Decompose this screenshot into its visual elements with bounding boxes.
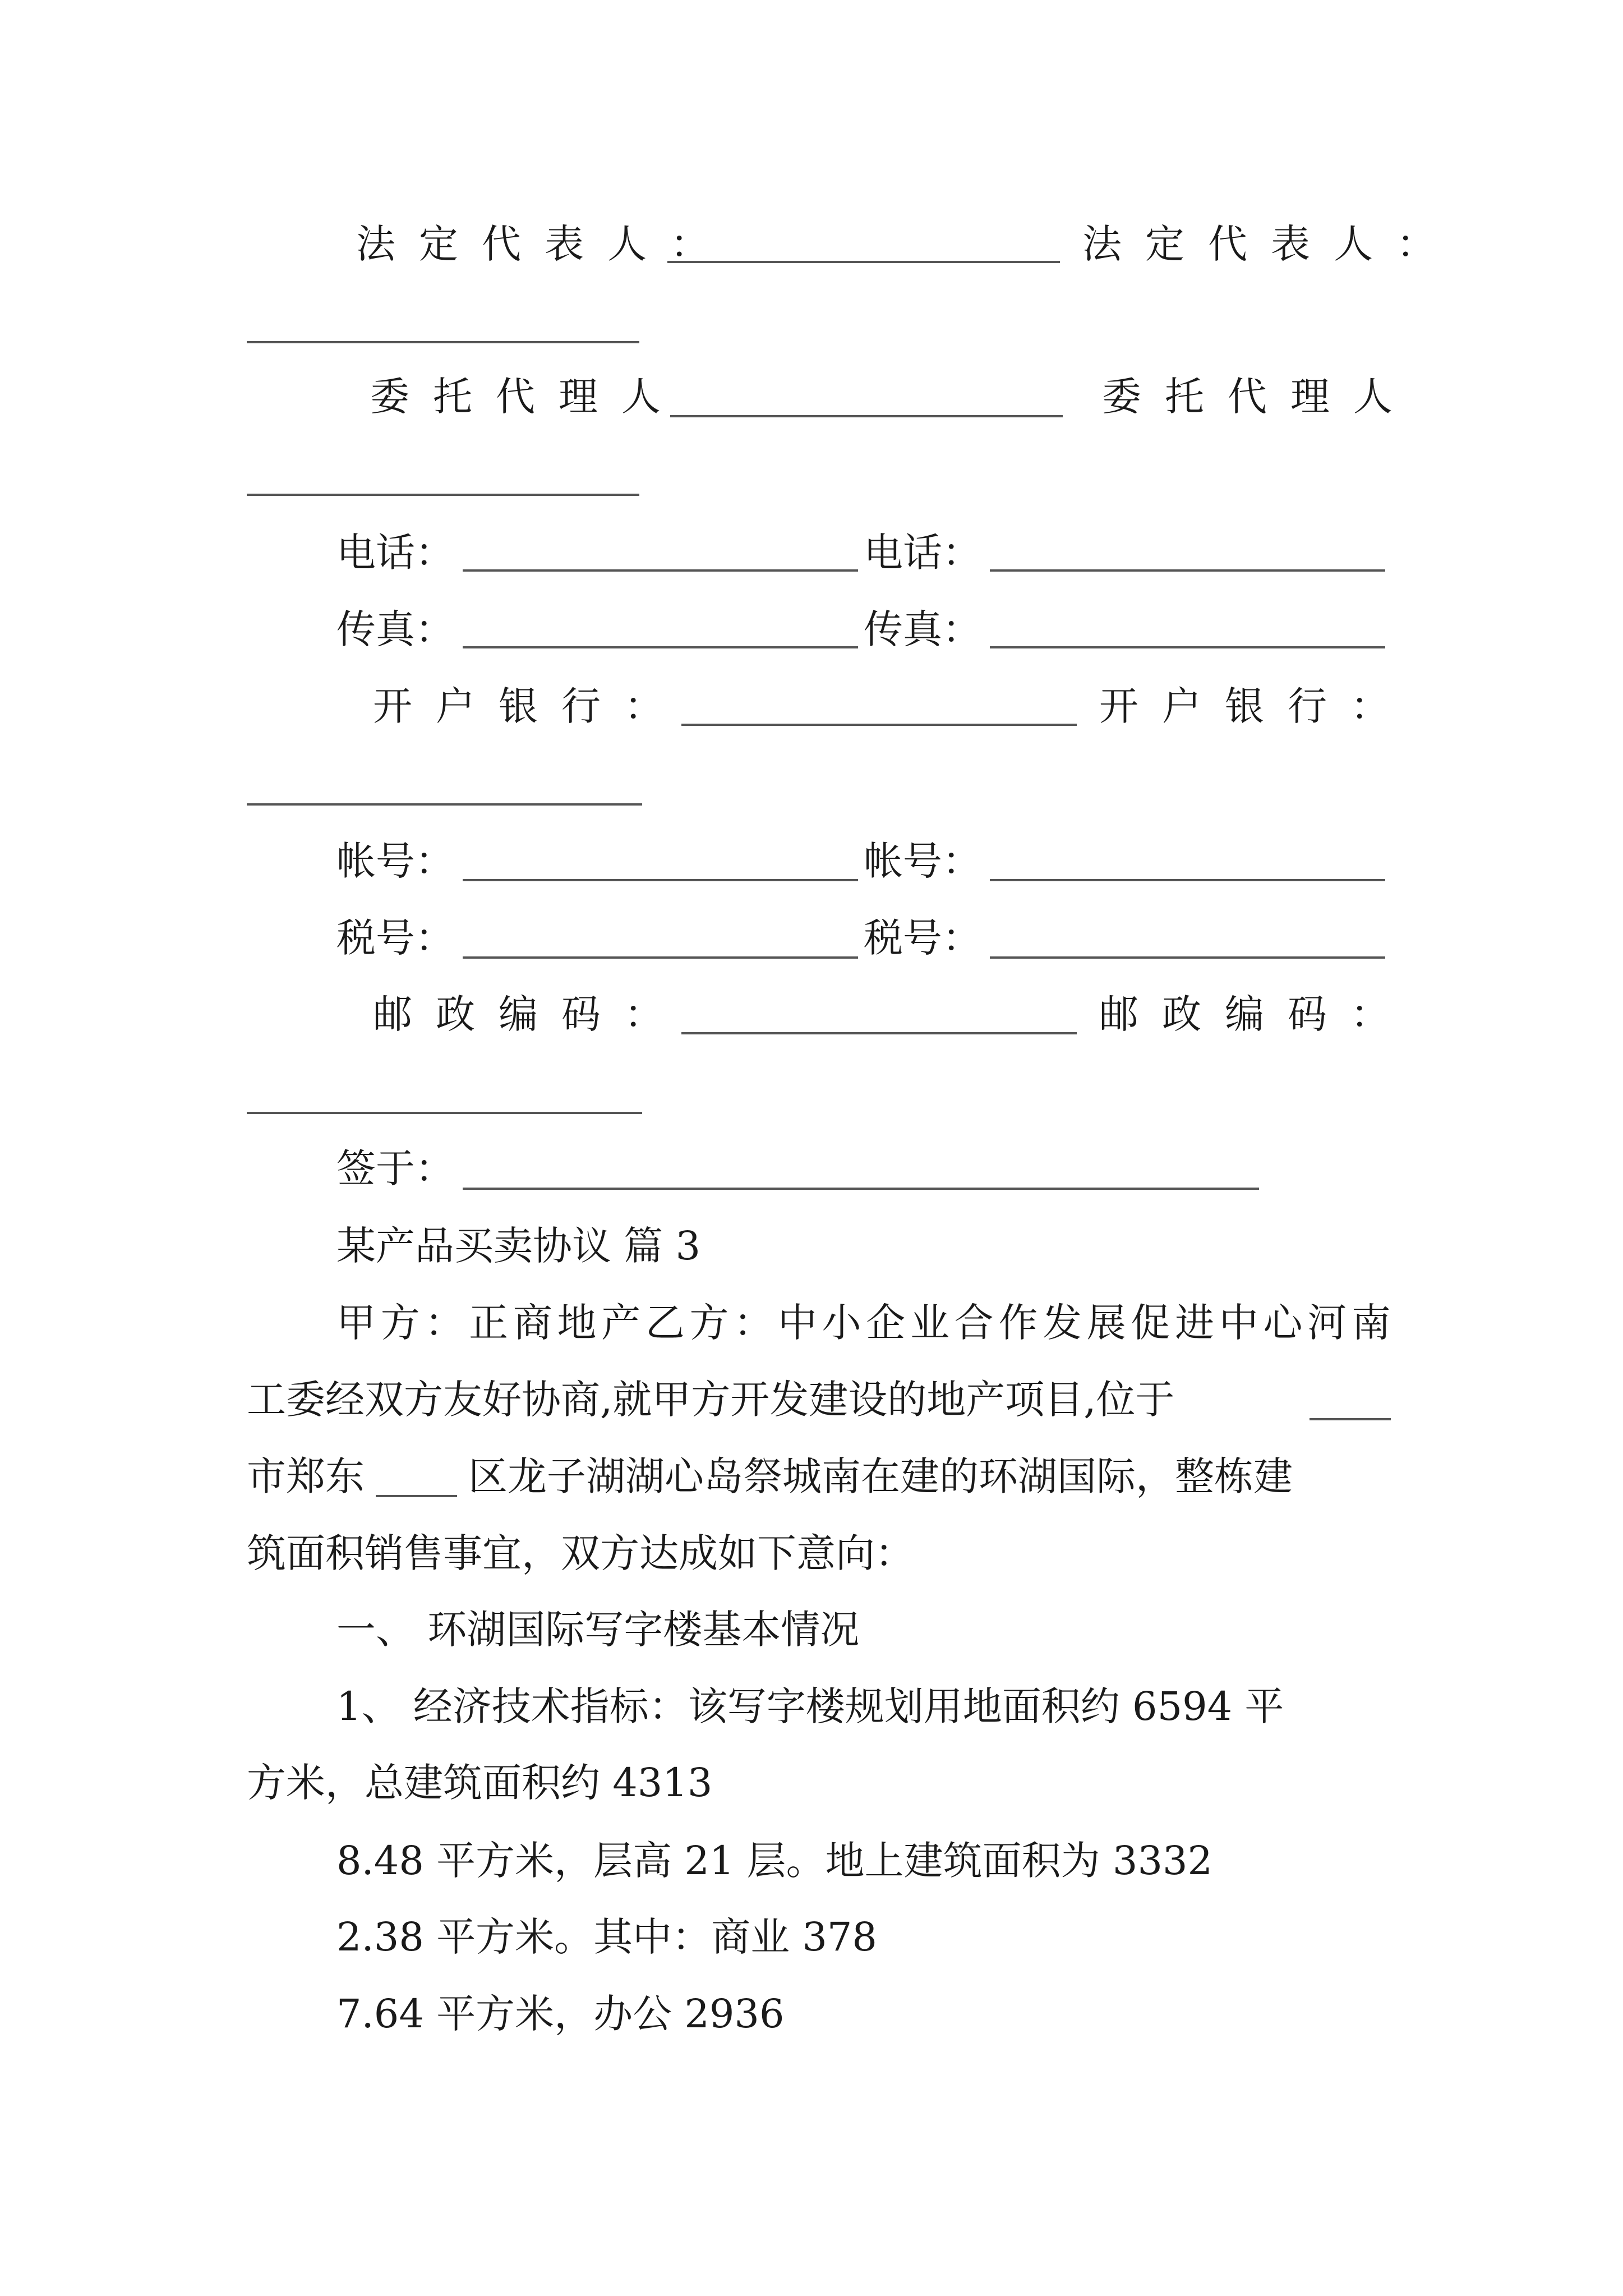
phone-label-b: 电话： (864, 530, 981, 576)
fax-label-a: 传真： (336, 606, 454, 652)
fax-label-b: 传真： (864, 606, 981, 652)
account-label-a: 帐号： (336, 838, 454, 884)
agent-blank-b (247, 494, 639, 496)
agent-label-b: 委托代理人 (1102, 374, 1416, 420)
item-1-heading: 一、 环湖国际写字楼基本情况 (336, 1607, 860, 1653)
phone-label-a: 电话： (336, 530, 454, 576)
account-blank-b (990, 879, 1385, 881)
postcode-label-a: 邮政编码： (373, 991, 687, 1037)
legal-rep-label-b: 法定代表人： (1082, 221, 1459, 267)
legal-rep-blank-a (667, 261, 1060, 263)
phone-blank-b (990, 569, 1385, 572)
item-1-1-line1: 1、 经济技术指标：该写字楼规划用地面积约 6594 平 (336, 1683, 1284, 1729)
legal-rep-label-a: 法定代表人： (356, 221, 733, 267)
postcode-blank-b (247, 1112, 642, 1114)
postcode-blank-a (681, 1032, 1077, 1034)
para1-line1 (336, 1300, 1391, 1346)
tax-blank-a (463, 956, 858, 959)
para1-line3b: 区龙子湖湖心岛祭城南在建的环湖国际，整栋建 (468, 1453, 1293, 1499)
signed-at-label: 签于： (336, 1145, 454, 1191)
account-label-b: 帐号： (864, 838, 981, 884)
fax-blank-a (463, 646, 858, 648)
para1-blank-1 (1310, 1418, 1391, 1420)
tax-label-a: 税号： (336, 915, 454, 961)
body-line-c: 7.64 平方米，办公 2936 (336, 1991, 785, 2037)
bank-blank-b (247, 803, 642, 806)
legal-rep-blank-b (247, 341, 639, 343)
tax-blank-b (990, 956, 1385, 959)
phone-blank-a (463, 569, 858, 572)
para1-line2: 工委经双方友好协商,就甲方开发建设的地产项目,位于 (247, 1377, 1175, 1423)
fax-blank-b (990, 646, 1385, 648)
signed-at-blank (463, 1188, 1259, 1190)
item-1-1-line2: 方米，总建筑面积约 4313 (247, 1760, 713, 1806)
account-blank-a (463, 879, 858, 881)
postcode-label-b: 邮政编码： (1099, 991, 1413, 1037)
tax-label-b: 税号： (864, 915, 981, 961)
para1-line3a: 市郑东 (247, 1453, 365, 1499)
para1-line4: 筑面积销售事宜，双方达成如下意向： (247, 1530, 914, 1576)
para1-line1-text: 甲 方 ： 正 商 地 产 乙 方 ： 中 小 企 业 合 作 发 展 促 进 中 心 河 南 (336, 1300, 1391, 1346)
bank-blank-a (681, 724, 1077, 726)
bank-label-a: 开户银行： (373, 683, 687, 729)
agent-blank-a (670, 415, 1063, 417)
bank-label-b: 开户银行： (1099, 683, 1413, 729)
section-heading: 某产品买卖协议 篇 3 (336, 1223, 701, 1269)
body-line-b: 2.38 平方米。其中：商业 378 (336, 1914, 877, 1960)
para1-blank-2 (376, 1495, 457, 1497)
agent-label-a: 委托代理人 (370, 374, 684, 420)
body-line-a: 8.48 平方米，层高 21 层。地上建筑面积为 3332 (336, 1838, 1213, 1884)
